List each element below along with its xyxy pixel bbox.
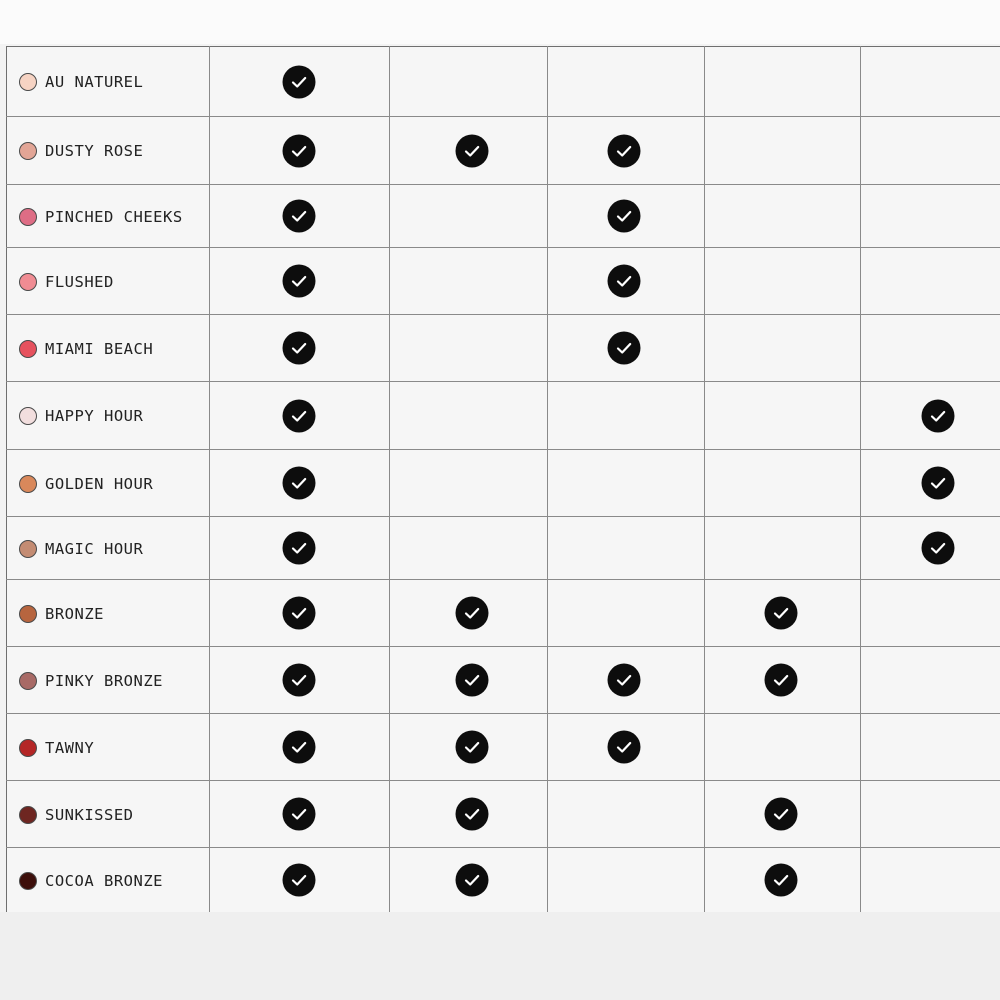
check-circle-icon — [455, 596, 489, 630]
check-cell — [705, 517, 861, 580]
check-cell — [705, 714, 861, 781]
check-cell — [548, 714, 705, 781]
check-cell — [705, 47, 861, 117]
check-circle-icon — [282, 199, 316, 233]
shade-label: PINKY BRONZE — [45, 671, 163, 690]
check-cell — [861, 781, 1000, 848]
shade-swatch — [19, 739, 37, 757]
check-cell — [861, 382, 1000, 450]
shade-name-cell — [7, 248, 210, 315]
header-band — [0, 0, 1000, 44]
check-cell — [210, 714, 390, 781]
check-cell — [210, 647, 390, 714]
shade-swatch — [19, 340, 37, 358]
shade-swatch — [19, 142, 37, 160]
shade-swatch — [19, 475, 37, 493]
check-circle-icon — [282, 264, 316, 298]
check-circle-icon — [921, 531, 955, 565]
table-row — [7, 47, 1000, 117]
check-cell — [210, 450, 390, 517]
check-cell — [390, 185, 548, 248]
shade-name-cell — [7, 117, 210, 185]
shade-swatch — [19, 605, 37, 623]
shade-label: COCOA BRONZE — [45, 871, 163, 890]
check-cell — [705, 450, 861, 517]
table-row — [7, 185, 1000, 248]
shade-label: HAPPY HOUR — [45, 407, 144, 426]
shade-comparison-table — [6, 46, 1000, 913]
check-cell — [210, 117, 390, 185]
check-circle-icon — [455, 134, 489, 168]
check-cell — [705, 117, 861, 185]
check-circle-icon — [607, 331, 641, 365]
check-circle-icon — [921, 399, 955, 433]
check-circle-icon — [455, 663, 489, 697]
check-circle-icon — [282, 134, 316, 168]
shade-name-cell — [7, 781, 210, 848]
check-cell — [390, 517, 548, 580]
shade-label: TAWNY — [45, 738, 95, 757]
check-cell — [390, 714, 548, 781]
check-cell — [210, 315, 390, 382]
check-circle-icon — [282, 399, 316, 433]
shade-swatch — [19, 73, 37, 91]
check-cell — [210, 185, 390, 248]
check-cell — [210, 781, 390, 848]
check-cell — [861, 848, 1000, 913]
check-circle-icon — [282, 797, 316, 831]
shade-swatch — [19, 407, 37, 425]
table-body — [7, 47, 1000, 913]
shade-name-cell — [7, 382, 210, 450]
check-cell — [390, 781, 548, 848]
check-circle-icon — [607, 730, 641, 764]
shade-name-cell — [7, 580, 210, 647]
check-circle-icon — [607, 199, 641, 233]
check-circle-icon — [282, 65, 316, 99]
check-cell — [548, 382, 705, 450]
check-cell — [861, 117, 1000, 185]
check-cell — [390, 117, 548, 185]
check-cell — [210, 517, 390, 580]
table-row — [7, 848, 1000, 913]
shade-name-cell — [7, 647, 210, 714]
check-cell — [390, 248, 548, 315]
check-cell — [548, 47, 705, 117]
check-cell — [705, 185, 861, 248]
check-circle-icon — [764, 596, 798, 630]
check-circle-icon — [764, 663, 798, 697]
check-cell — [705, 248, 861, 315]
shade-label: DUSTY ROSE — [45, 142, 144, 161]
shade-label: MIAMI BEACH — [45, 339, 154, 358]
check-cell — [390, 315, 548, 382]
check-cell — [705, 647, 861, 714]
shade-name-cell — [7, 517, 210, 580]
check-cell — [548, 185, 705, 248]
check-cell — [861, 450, 1000, 517]
check-circle-icon — [607, 264, 641, 298]
check-cell — [548, 517, 705, 580]
check-circle-icon — [282, 730, 316, 764]
check-cell — [548, 315, 705, 382]
check-circle-icon — [921, 466, 955, 500]
shade-name-cell — [7, 47, 210, 117]
shade-swatch — [19, 872, 37, 890]
check-circle-icon — [764, 863, 798, 897]
check-cell — [390, 580, 548, 647]
table-row — [7, 117, 1000, 185]
check-circle-icon — [282, 663, 316, 697]
check-cell — [210, 580, 390, 647]
footer-band — [0, 912, 1000, 1000]
shade-label: PINCHED CHEEKS — [45, 207, 183, 226]
check-circle-icon — [282, 863, 316, 897]
shade-swatch — [19, 208, 37, 226]
check-cell — [705, 781, 861, 848]
table-row — [7, 382, 1000, 450]
check-cell — [210, 248, 390, 315]
shade-name-cell — [7, 185, 210, 248]
check-cell — [861, 647, 1000, 714]
shade-label: AU NATUREL — [45, 73, 144, 92]
check-cell — [705, 382, 861, 450]
check-circle-icon — [607, 663, 641, 697]
shade-label: FLUSHED — [45, 272, 114, 291]
shade-name-cell — [7, 714, 210, 781]
shade-label: MAGIC HOUR — [45, 539, 144, 558]
check-cell — [548, 248, 705, 315]
check-cell — [861, 714, 1000, 781]
check-circle-icon — [607, 134, 641, 168]
check-cell — [861, 248, 1000, 315]
check-cell — [548, 580, 705, 647]
table-row — [7, 781, 1000, 848]
shade-name-cell — [7, 315, 210, 382]
shade-label: BRONZE — [45, 604, 104, 623]
check-cell — [705, 315, 861, 382]
check-cell — [210, 848, 390, 913]
check-cell — [390, 382, 548, 450]
check-cell — [861, 517, 1000, 580]
check-cell — [861, 47, 1000, 117]
shade-swatch — [19, 672, 37, 690]
check-cell — [861, 580, 1000, 647]
check-circle-icon — [282, 331, 316, 365]
check-cell — [210, 382, 390, 450]
shade-swatch — [19, 273, 37, 291]
check-cell — [548, 647, 705, 714]
check-cell — [390, 47, 548, 117]
shade-swatch — [19, 806, 37, 824]
check-circle-icon — [282, 596, 316, 630]
shade-name-cell — [7, 848, 210, 913]
table-row — [7, 248, 1000, 315]
table-row — [7, 517, 1000, 580]
check-cell — [705, 848, 861, 913]
check-circle-icon — [455, 863, 489, 897]
check-cell — [548, 848, 705, 913]
check-cell — [861, 185, 1000, 248]
check-circle-icon — [764, 797, 798, 831]
shade-name-cell — [7, 450, 210, 517]
check-cell — [548, 450, 705, 517]
check-circle-icon — [282, 531, 316, 565]
table-row — [7, 647, 1000, 714]
table-row — [7, 714, 1000, 781]
check-cell — [548, 781, 705, 848]
check-cell — [861, 315, 1000, 382]
check-cell — [548, 117, 705, 185]
check-circle-icon — [282, 466, 316, 500]
check-cell — [390, 848, 548, 913]
table-row — [7, 315, 1000, 382]
table-row — [7, 450, 1000, 517]
check-cell — [390, 647, 548, 714]
check-cell — [705, 580, 861, 647]
check-circle-icon — [455, 797, 489, 831]
table-row — [7, 580, 1000, 647]
check-cell — [390, 450, 548, 517]
shade-label: GOLDEN HOUR — [45, 474, 154, 493]
check-circle-icon — [455, 730, 489, 764]
check-cell — [210, 47, 390, 117]
shade-label: SUNKISSED — [45, 805, 134, 824]
shade-swatch — [19, 540, 37, 558]
